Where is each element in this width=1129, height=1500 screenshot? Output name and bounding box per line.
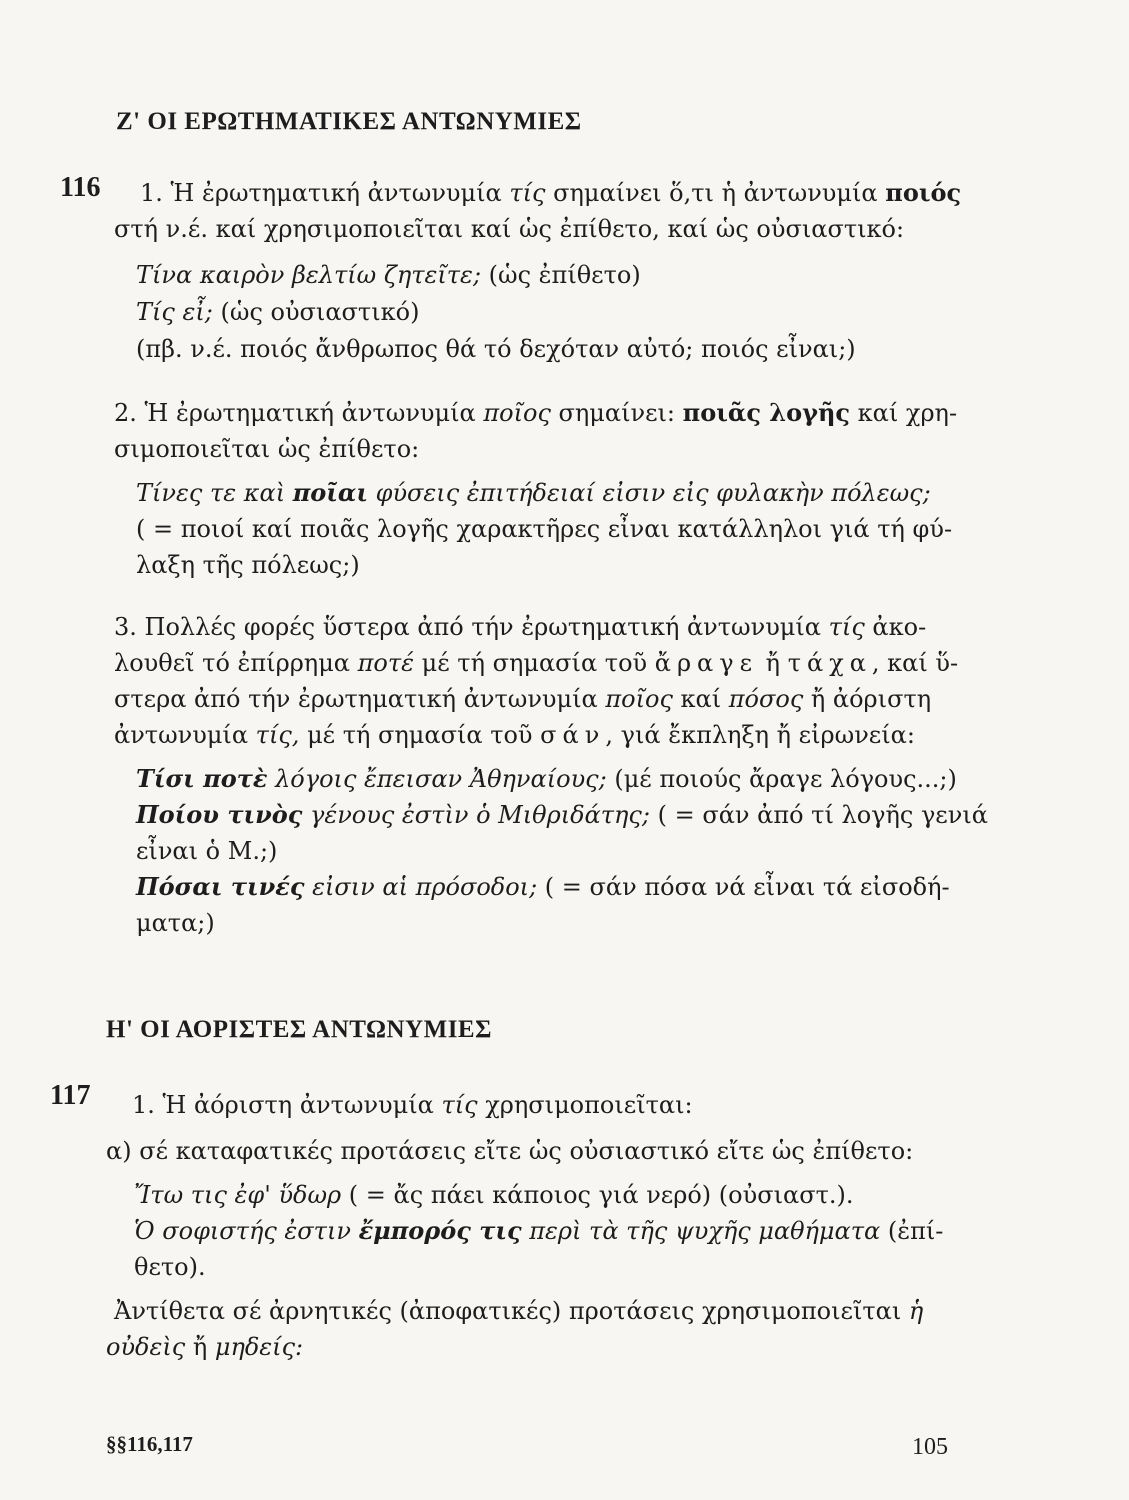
s116-p3-line1: 3. Πολλές φορές ὕστερα ἀπό τήν ἐρωτηματική ἀντωνυμία τίς ἀκο- — [114, 613, 927, 641]
s116-p1-example2: Τίς εἶ; (ὡς οὐσιαστικό) — [136, 298, 420, 326]
page-number: 105 — [912, 1434, 948, 1460]
s117-a: α) σέ καταφατικές προτάσεις εἴτε ὡς οὐσιαστικό εἴτε ὡς ἐπίθετο: — [106, 1137, 914, 1165]
section-number-116: 116 — [60, 172, 101, 203]
s116-p2-example3: λαξη τῆς πόλεως;) — [136, 551, 360, 579]
s116-p3-example2: Ποίου τινὸς γένους ἐστὶν ὁ Μιθριδάτης; ( = σάν ἀπό τί λογῆς γενιά — [136, 800, 988, 829]
s117-example2-cont: θετο). — [134, 1253, 206, 1281]
s117-line1: 1. Ἡ ἀόριστη ἀντωνυμία τίς χρησιμοποιεῖται: — [132, 1091, 693, 1119]
s116-p1-example1: Τίνα καιρὸν βελτίω ζητεῖτε; (ὡς ἐπίθετο) — [136, 261, 641, 289]
s116-p3-example3-cont: ματα;) — [136, 909, 215, 937]
s117-example1: Ἴτω τις ἐφ' ὕδωρ ( = ἄς πάει κάποιος γιά νερό) (οὐσιαστ.). — [134, 1181, 854, 1209]
s116-p2-line2: σιμοποιεῖται ὡς ἐπίθετο: — [114, 435, 420, 463]
s116-p2-example1: Τίνες τε καὶ ποῖαι φύσεις ἐπιτήδειαί εἰσιν εἰς φυλακὴν πόλεως; — [136, 478, 931, 507]
section-heading-indefinite: Η' ΟΙ ΑΟΡΙΣΤΕΣ ΑΝΤΩΝΥΜΙΕΣ — [106, 1016, 492, 1043]
s116-p3-example1: Τίσι ποτὲ λόγοις ἔπεισαν Ἀθηναίους; (μέ ποιούς ἄραγε λόγους...;) — [136, 764, 957, 793]
s117-contrast-line1: Ἀντίθετα σέ ἀρνητικές (ἀποφατικές) προτάσεις χρησιμοποιεῖται ἡ — [114, 1297, 924, 1325]
s116-p1-line2: στή ν.έ. καί χρησιμοποιεῖται καί ὡς ἐπίθετο, καί ὡς οὐσιαστικό: — [114, 215, 905, 243]
s116-p2-line1: 2. Ἡ ἐρωτηματική ἀντωνυμία ποῖος σημαίνει: ποιᾶς λογῆς καί χρη- — [114, 398, 958, 427]
s116-p3-example2-cont: εἶναι ὁ Μ.;) — [136, 837, 278, 865]
s116-p3-line4: ἀντωνυμία τίς, μέ τή σημασία τοῦ σάν, γιά ἔκπληξη ἤ εἰρωνεία: — [114, 721, 915, 749]
section-number-117: 117 — [50, 1080, 91, 1111]
s116-p1-example3: (πβ. ν.έ. ποιός ἄνθρωπος θά τό δεχόταν αὐτό; ποιός εἶναι;) — [136, 335, 856, 363]
s116-p3-line2: λουθεῖ τό ἐπίρρημα ποτέ μέ τή σημασία τοῦ ἄραγε ἤ τάχα, καί ὕ- — [114, 649, 959, 677]
s116-p3-line3: στερα ἀπό τήν ἐρωτηματική ἀντωνυμία ποῖος καί πόσος ἤ ἀόριστη — [114, 685, 932, 713]
s117-example2: Ὁ σοφιστής ἐστιν ἔμπορός τις περὶ τὰ τῆς ψυχῆς μαθήματα (ἐπί- — [134, 1216, 944, 1245]
footer-section-reference: §§116,117 — [106, 1432, 193, 1456]
section-heading-interrogative: Ζ' ΟΙ ΕΡΩΤΗΜΑΤΙΚΕΣ ΑΝΤΩΝΥΜΙΕΣ — [116, 108, 582, 135]
s116-p2-example2: ( = ποιοί καί ποιᾶς λογῆς χαρακτῆρες εἶναι κατάλληλοι γιά τή φύ- — [136, 515, 953, 543]
s116-p1-line1: 1. Ἡ ἐρωτηματική ἀντωνυμία τίς σημαίνει ὅ,τι ἡ ἀντωνυμία ποιός — [140, 178, 962, 207]
s116-p3-example3: Πόσαι τινές εἰσιν αἱ πρόσοδοι; ( = σάν πόσα νά εἶναι τά εἰσοδή- — [136, 872, 950, 901]
s117-contrast-line2: οὐδεὶς ἤ μηδείς: — [106, 1333, 304, 1361]
